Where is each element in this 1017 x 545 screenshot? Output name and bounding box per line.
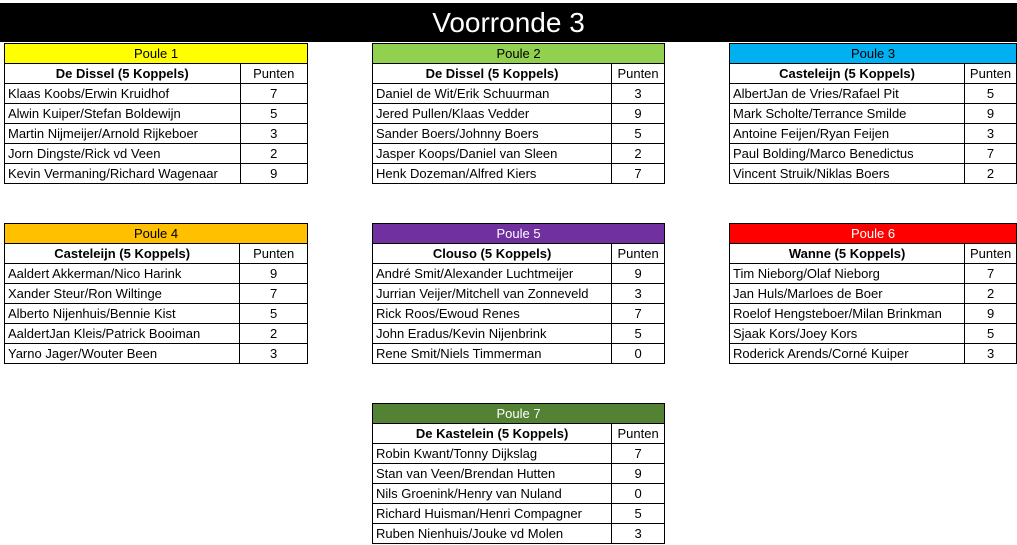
table-row bbox=[373, 464, 665, 484]
team-points: 7 bbox=[612, 164, 665, 184]
team-name: Roderick Arends/Corné Kuiper bbox=[730, 344, 965, 364]
poule-7-table bbox=[372, 403, 665, 544]
poule-3-header: Poule 3 bbox=[730, 44, 1017, 64]
team-points: 9 bbox=[240, 264, 308, 284]
table-row bbox=[5, 324, 308, 344]
team-points: 7 bbox=[612, 444, 665, 464]
table-row bbox=[5, 84, 308, 104]
table-row bbox=[5, 284, 308, 304]
team-name: Sander Boers/Johnny Boers bbox=[373, 124, 612, 144]
table-row bbox=[373, 484, 665, 504]
table-row bbox=[5, 344, 308, 364]
table-row bbox=[5, 144, 308, 164]
team-points: 9 bbox=[612, 264, 665, 284]
team-name: Roelof Hengsteboer/Milan Brinkman bbox=[730, 304, 965, 324]
team-name: André Smit/Alexander Luchtmeijer bbox=[373, 264, 612, 284]
table-row bbox=[5, 124, 308, 144]
team-points: 5 bbox=[240, 304, 308, 324]
team-name: Jorn Dingste/Rick vd Veen bbox=[5, 144, 241, 164]
table-row bbox=[373, 444, 665, 464]
poule-2-header: Poule 2 bbox=[373, 44, 665, 64]
team-name: Jan Huls/Marloes de Boer bbox=[730, 284, 965, 304]
team-points: 3 bbox=[965, 344, 1017, 364]
team-name: Vincent Struik/Niklas Boers bbox=[730, 164, 965, 184]
page-title: Voorronde 3 bbox=[0, 3, 1017, 42]
table-row bbox=[730, 324, 1017, 344]
team-points: 7 bbox=[240, 84, 308, 104]
table-row bbox=[373, 124, 665, 144]
team-name: Rick Roos/Ewoud Renes bbox=[373, 304, 612, 324]
team-name: Jasper Koops/Daniel van Sleen bbox=[373, 144, 612, 164]
poule-1-location: De Dissel (5 Koppels) bbox=[5, 64, 241, 84]
table-row bbox=[373, 284, 665, 304]
team-points: 5 bbox=[965, 84, 1017, 104]
team-points: 3 bbox=[612, 524, 665, 544]
punten-header: Punten bbox=[240, 64, 308, 84]
punten-header: Punten bbox=[612, 64, 665, 84]
poule-5-table bbox=[372, 223, 665, 364]
poule-2-location: De Dissel (5 Koppels) bbox=[373, 64, 612, 84]
table-row bbox=[373, 164, 665, 184]
team-points: 7 bbox=[612, 304, 665, 324]
team-name: AlbertJan de Vries/Rafael Pit bbox=[730, 84, 965, 104]
table-row bbox=[730, 284, 1017, 304]
poule-4-location: Casteleijn (5 Koppels) bbox=[5, 244, 240, 264]
team-name: Sjaak Kors/Joey Kors bbox=[730, 324, 965, 344]
team-name: Martin Nijmeijer/Arnold Rijkeboer bbox=[5, 124, 241, 144]
team-points: 9 bbox=[240, 164, 308, 184]
team-name: Alwin Kuiper/Stefan Boldewijn bbox=[5, 104, 241, 124]
table-row bbox=[730, 164, 1017, 184]
punten-header: Punten bbox=[240, 244, 308, 264]
team-points: 9 bbox=[612, 104, 665, 124]
team-points: 3 bbox=[965, 124, 1017, 144]
team-points: 5 bbox=[612, 124, 665, 144]
team-name: Yarno Jager/Wouter Been bbox=[5, 344, 240, 364]
punten-header: Punten bbox=[965, 244, 1017, 264]
poule-2-table bbox=[372, 43, 665, 184]
poule-6-header: Poule 6 bbox=[730, 224, 1017, 244]
poule-5-header: Poule 5 bbox=[373, 224, 665, 244]
team-points: 9 bbox=[965, 304, 1017, 324]
table-row bbox=[373, 324, 665, 344]
team-name: Kevin Vermaning/Richard Wagenaar bbox=[5, 164, 241, 184]
punten-header: Punten bbox=[612, 424, 665, 444]
team-points: 2 bbox=[965, 164, 1017, 184]
table-row bbox=[5, 104, 308, 124]
team-name: Henk Dozeman/Alfred Kiers bbox=[373, 164, 612, 184]
team-name: Nils Groenink/Henry van Nuland bbox=[373, 484, 612, 504]
poule-4-header: Poule 4 bbox=[5, 224, 308, 244]
team-points: 7 bbox=[965, 144, 1017, 164]
table-row bbox=[5, 304, 308, 324]
team-points: 5 bbox=[965, 324, 1017, 344]
poule-6-table bbox=[729, 223, 1017, 364]
team-points: 0 bbox=[612, 484, 665, 504]
table-row bbox=[730, 144, 1017, 164]
team-name: Rene Smit/Niels Timmerman bbox=[373, 344, 612, 364]
team-points: 3 bbox=[240, 344, 308, 364]
poule-3-table bbox=[729, 43, 1017, 184]
team-points: 7 bbox=[965, 264, 1017, 284]
team-points: 2 bbox=[240, 324, 308, 344]
team-name: Jered Pullen/Klaas Vedder bbox=[373, 104, 612, 124]
team-points: 5 bbox=[612, 324, 665, 344]
poule-1-table bbox=[4, 43, 308, 184]
table-row bbox=[373, 144, 665, 164]
table-row bbox=[373, 104, 665, 124]
poule-6-location: Wanne (5 Koppels) bbox=[730, 244, 965, 264]
team-name: Aaldert Akkerman/Nico Harink bbox=[5, 264, 240, 284]
table-row bbox=[730, 84, 1017, 104]
poule-5-location: Clouso (5 Koppels) bbox=[373, 244, 612, 264]
table-row bbox=[730, 104, 1017, 124]
team-name: Daniel de Wit/Erik Schuurman bbox=[373, 84, 612, 104]
table-row bbox=[730, 344, 1017, 364]
team-points: 9 bbox=[965, 104, 1017, 124]
table-row bbox=[730, 264, 1017, 284]
team-points: 9 bbox=[612, 464, 665, 484]
poule-3-location: Casteleijn (5 Koppels) bbox=[730, 64, 965, 84]
team-name: Xander Steur/Ron Wiltinge bbox=[5, 284, 240, 304]
table-row bbox=[373, 304, 665, 324]
table-row bbox=[373, 504, 665, 524]
team-name: Richard Huisman/Henri Compagner bbox=[373, 504, 612, 524]
team-name: Alberto Nijenhuis/Bennie Kist bbox=[5, 304, 240, 324]
team-points: 2 bbox=[240, 144, 308, 164]
team-name: Ruben Nienhuis/Jouke vd Molen bbox=[373, 524, 612, 544]
team-points: 3 bbox=[612, 284, 665, 304]
table-row bbox=[373, 524, 665, 544]
team-points: 5 bbox=[240, 104, 308, 124]
team-name: Robin Kwant/Tonny Dijkslag bbox=[373, 444, 612, 464]
team-points: 3 bbox=[240, 124, 308, 144]
team-points: 5 bbox=[612, 504, 665, 524]
team-name: Antoine Feijen/Ryan Feijen bbox=[730, 124, 965, 144]
team-name: Jurrian Veijer/Mitchell van Zonneveld bbox=[373, 284, 612, 304]
poule-1-header: Poule 1 bbox=[5, 44, 308, 64]
team-name: Paul Bolding/Marco Benedictus bbox=[730, 144, 965, 164]
team-points: 7 bbox=[240, 284, 308, 304]
table-row bbox=[730, 304, 1017, 324]
team-points: 3 bbox=[612, 84, 665, 104]
team-points: 0 bbox=[612, 344, 665, 364]
table-row bbox=[730, 124, 1017, 144]
team-name: Stan van Veen/Brendan Hutten bbox=[373, 464, 612, 484]
poule-7-header: Poule 7 bbox=[373, 404, 665, 424]
poule-4-table bbox=[4, 223, 308, 364]
table-row bbox=[373, 84, 665, 104]
team-name: Mark Scholte/Terrance Smilde bbox=[730, 104, 965, 124]
team-points: 2 bbox=[612, 144, 665, 164]
team-points: 2 bbox=[965, 284, 1017, 304]
team-name: Klaas Koobs/Erwin Kruidhof bbox=[5, 84, 241, 104]
punten-header: Punten bbox=[612, 244, 665, 264]
table-row bbox=[5, 264, 308, 284]
poule-7-location: De Kastelein (5 Koppels) bbox=[373, 424, 612, 444]
table-row bbox=[5, 164, 308, 184]
table-row bbox=[373, 264, 665, 284]
team-name: Tim Nieborg/Olaf Nieborg bbox=[730, 264, 965, 284]
team-name: John Eradus/Kevin Nijenbrink bbox=[373, 324, 612, 344]
punten-header: Punten bbox=[965, 64, 1017, 84]
team-name: AaldertJan Kleis/Patrick Booiman bbox=[5, 324, 240, 344]
table-row bbox=[373, 344, 665, 364]
